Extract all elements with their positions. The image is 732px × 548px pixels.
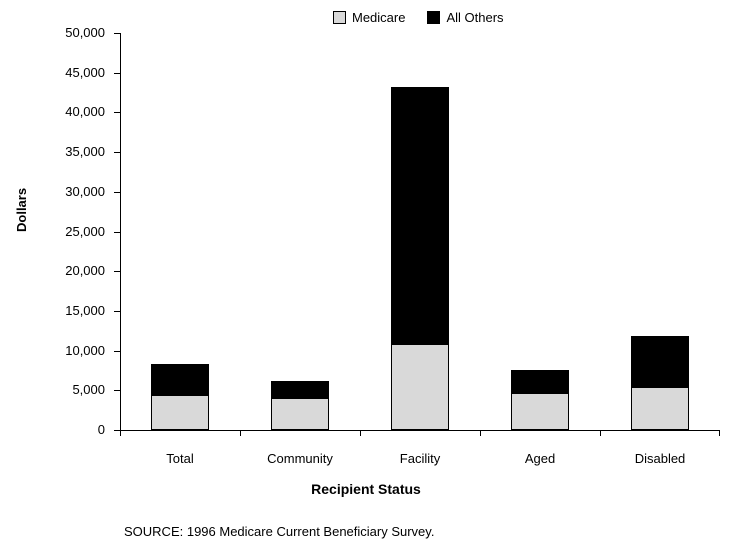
bar-segment-medicare: [511, 393, 569, 430]
legend-item-medicare: [333, 11, 405, 24]
x-axis-tick: [360, 430, 361, 436]
legend-label-all-others: All Others: [446, 10, 504, 25]
x-axis-tick: [480, 430, 481, 436]
legend-swatch-all-others: [427, 11, 440, 24]
x-axis-line: [120, 430, 720, 431]
y-axis-tick: [65, 104, 120, 120]
y-axis-tick: [65, 25, 120, 40]
y-axis-tick-label: 5,000: [72, 382, 105, 398]
x-axis-tick: [600, 430, 601, 436]
source-note: SOURCE: 1996 Medicare Current Beneficiary Survey.: [124, 524, 435, 539]
x-axis-label: Aged: [524, 451, 556, 466]
legend-swatch-medicare: [333, 11, 346, 24]
y-axis-tick-label: 25,000: [65, 223, 105, 239]
y-axis-tick-label: 35,000: [65, 144, 105, 160]
y-axis-tick: [65, 183, 120, 199]
y-axis-title: Dollars: [14, 187, 29, 232]
y-axis-tick: [65, 263, 120, 279]
bar-segment-all-others: [511, 370, 569, 394]
y-axis-tick-label: 15,000: [65, 302, 105, 318]
y-axis-tick-label: 40,000: [65, 104, 105, 120]
x-axis-label: Total: [166, 451, 194, 466]
y-axis-tick: [65, 342, 120, 358]
legend-item-all-others: [427, 11, 503, 24]
x-axis-tick: [240, 430, 241, 436]
y-axis-tick-label: 10,000: [65, 342, 105, 358]
y-axis-tick-label: 30,000: [65, 183, 105, 199]
y-axis-line: [120, 33, 121, 431]
chart-legend: [333, 11, 504, 24]
bar-stack: [631, 336, 689, 430]
y-axis-tick-label: 0: [97, 422, 105, 437]
x-axis-label: Community: [267, 451, 333, 466]
x-axis-tick: [120, 430, 121, 436]
y-axis-tick-label: 20,000: [65, 263, 105, 279]
y-axis-tick: [65, 64, 120, 80]
bar-segment-medicare: [271, 398, 329, 430]
bar-stack: [271, 381, 329, 430]
x-axis-label: Disabled: [634, 451, 686, 466]
x-axis-tick: [719, 430, 720, 436]
y-axis-tick-label: 45,000: [65, 64, 105, 80]
bar-segment-medicare: [151, 395, 209, 430]
y-axis-tick: [65, 302, 120, 318]
bar-segment-all-others: [151, 364, 209, 395]
bar-segment-all-others: [271, 381, 329, 398]
bar-stack: [151, 364, 209, 430]
bar-stack: [511, 370, 569, 430]
x-axis-title: Recipient Status: [311, 481, 421, 497]
bar-stack: [391, 87, 449, 430]
bar-segment-all-others: [631, 336, 689, 387]
y-axis-tick: [65, 223, 120, 239]
bar-segment-medicare: [631, 387, 689, 430]
y-axis-tick: [65, 144, 120, 160]
bar-segment-medicare: [391, 344, 449, 430]
y-axis-tick-label: 50,000: [65, 25, 105, 40]
x-axis-label: Facility: [399, 451, 441, 466]
y-axis-tick: [72, 382, 120, 398]
legend-label-medicare: Medicare: [352, 10, 406, 25]
plot-area: [65, 25, 720, 466]
bar-segment-all-others: [391, 87, 449, 344]
